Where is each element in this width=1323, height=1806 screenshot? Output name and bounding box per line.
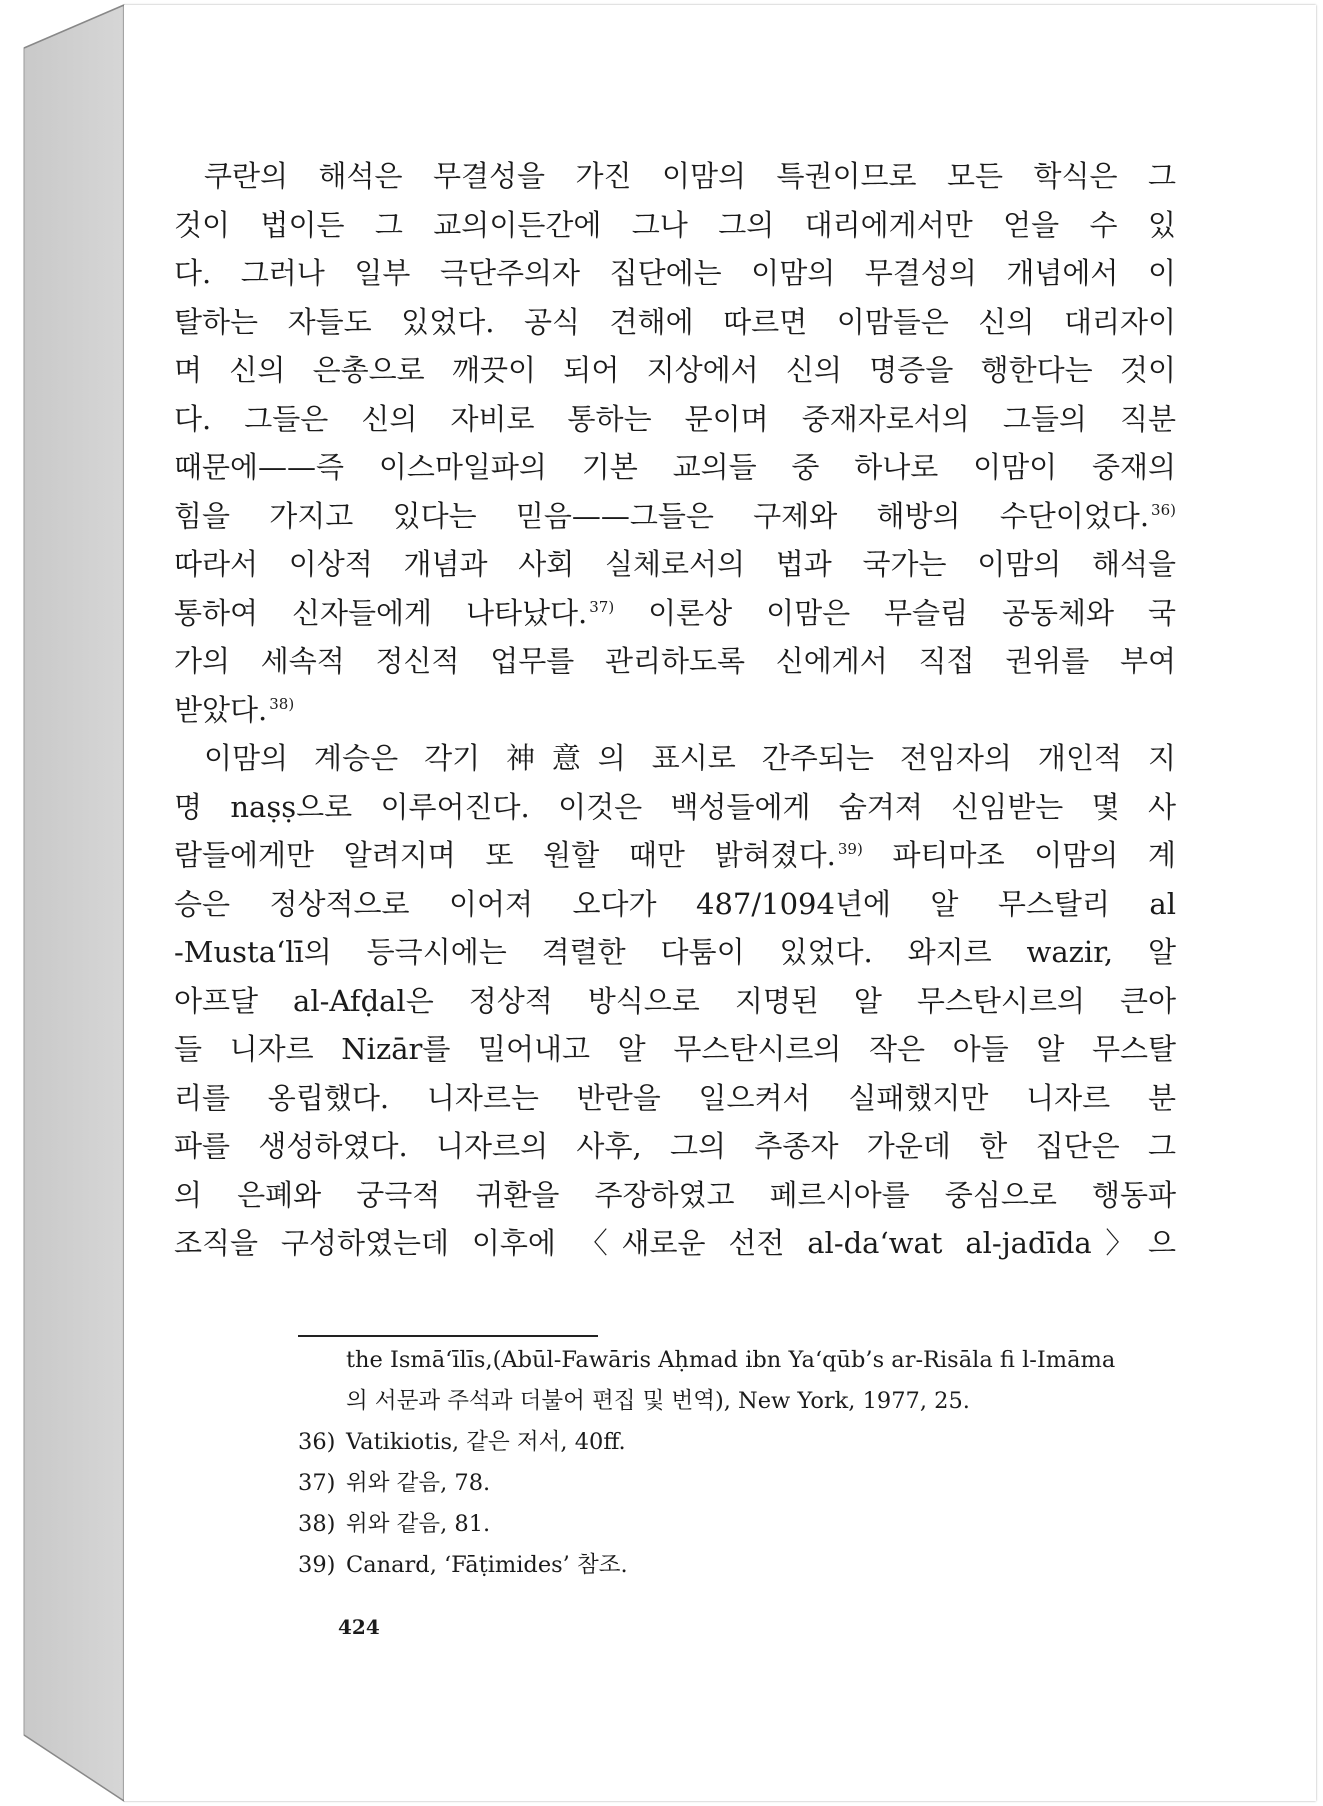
footnotes <box>298 1340 1178 1586</box>
footnote-text: Vatikiotis, 같은 저서, 40ff. <box>346 1429 626 1455</box>
text-line: 이맘의 계승은 각기 神意의 표시로 간주되는 전임자의 개인적 지 <box>204 741 1176 775</box>
text-line: 것이 법이든 그 교의이든간에 그나 그의 대리에게서만 얻을 수 있 <box>174 207 1176 242</box>
text-line: 파를 생성하였다. 니자르의 사후, 그의 추종자 가운데 한 집단은 그 <box>174 1129 1176 1163</box>
text-line: 명 naṣṣ으로 이루어진다. 이것은 백성들에게 숨겨져 신임받는 몇 사 <box>174 789 1176 824</box>
footnote-continuation: 의 서문과 주석과 더불어 편집 및 번역), New York, 1977, 25. <box>346 1388 970 1414</box>
text-segment: 이론상 이맘은 무슬림 공동체와 국 <box>614 595 1176 630</box>
footnote-ref[interactable]: 36) <box>1151 500 1176 519</box>
footnote-item <box>298 1504 1178 1545</box>
text-line: 따라서 이상적 개념과 사회 실체로서의 법과 국가는 이맘의 해석을 <box>174 547 1176 581</box>
text-line: 다. 그들은 신의 자비로 통하는 문이며 중재자로서의 그들의 직분 <box>174 401 1176 436</box>
text-line: 승은 정상적으로 이어져 오다가 487/1094년에 알 무스탈리 al <box>174 886 1176 921</box>
text-line: 아프달 al-Afḍal은 정상적 방식으로 지명된 알 무스탄시르의 큰아 <box>174 983 1176 1018</box>
text-segment: 통하여 신자들에게 나타났다. <box>174 595 588 630</box>
footnote-number: 36) <box>298 1429 336 1455</box>
text-segment: 파티마조 이맘의 계 <box>862 838 1176 872</box>
footnote-text: 위와 같음, 78. <box>346 1470 491 1496</box>
footnote-number: 38) <box>298 1511 336 1537</box>
text-line: 다. 그러나 일부 극단주의자 집단에는 이맘의 무결성의 개념에서 이 <box>174 256 1176 290</box>
text-segment: 힘을 가지고 있다는 믿음——그들은 구제와 해방의 수단이었다. <box>174 498 1150 533</box>
text-line: 들 니자르 Nizār를 밀어내고 알 무스탄시르의 작은 아들 알 무스탈 <box>174 1032 1176 1066</box>
text-line <box>174 492 1176 541</box>
body-text <box>174 152 1176 1268</box>
footnote-continuation: the Ismā‘īlīs,(Abūl-Fawāris Aḥmad ibn Ya‘qūb’s ar-Risāla fi l-Imāma <box>346 1347 1116 1373</box>
text-line: 탈하는 자들도 있었다. 공식 견해에 따르면 이맘들은 신의 대리자이 <box>174 304 1176 339</box>
text-line: 며 신의 은총으로 깨끗이 되어 지상에서 신의 명증을 행한다는 것이 <box>174 353 1176 387</box>
footnote-divider <box>298 1335 598 1337</box>
text-line <box>174 831 1176 880</box>
text-line: 리를 옹립했다. 니자르는 반란을 일으켜서 실패했지만 니자르 분 <box>174 1080 1176 1115</box>
text-segment: 람들에게만 알려지며 또 원할 때만 밝혀졌다. <box>174 838 836 872</box>
text-line: -Musta‘lī의 등극시에는 격렬한 다툼이 있었다. 와지르 wazir, 알 <box>174 935 1176 969</box>
text-line: 때문에——즉 이스마일파의 기본 교의들 중 하나로 이맘이 중재의 <box>174 450 1176 484</box>
text-line <box>174 589 1176 638</box>
text-line: 가의 세속적 정신적 업무를 관리하도록 신에게서 직접 권위를 부여 <box>174 644 1176 678</box>
footnote-item <box>298 1422 1178 1463</box>
page-number: 424 <box>338 1615 380 1639</box>
text-line: 의 은폐와 궁극적 귀환을 주장하였고 페르시아를 중심으로 행동파 <box>174 1177 1176 1212</box>
footnote-ref[interactable]: 39) <box>837 840 863 859</box>
footnote-ref[interactable]: 38) <box>269 694 295 713</box>
footnote-text: Canard, ‘Fāṭimides’ 참조. <box>346 1552 628 1578</box>
footnote-number: 37) <box>298 1470 336 1496</box>
footnote-text: 위와 같음, 81. <box>346 1511 491 1537</box>
text-line: 쿠란의 해석은 무결성을 가진 이맘의 특권이므로 모든 학식은 그 <box>204 159 1176 193</box>
footnote-item <box>298 1545 1178 1586</box>
footnote-item <box>298 1463 1178 1504</box>
text-line <box>174 686 1176 735</box>
text-segment: 받았다. <box>174 692 268 727</box>
footnote-ref[interactable]: 37) <box>589 597 615 616</box>
footnote-number: 39) <box>298 1552 336 1578</box>
text-line: 조직을 구성하였는데 이후에 〈새로운 선전 al-da‘wat al-jadīda〉으 <box>174 1226 1176 1260</box>
